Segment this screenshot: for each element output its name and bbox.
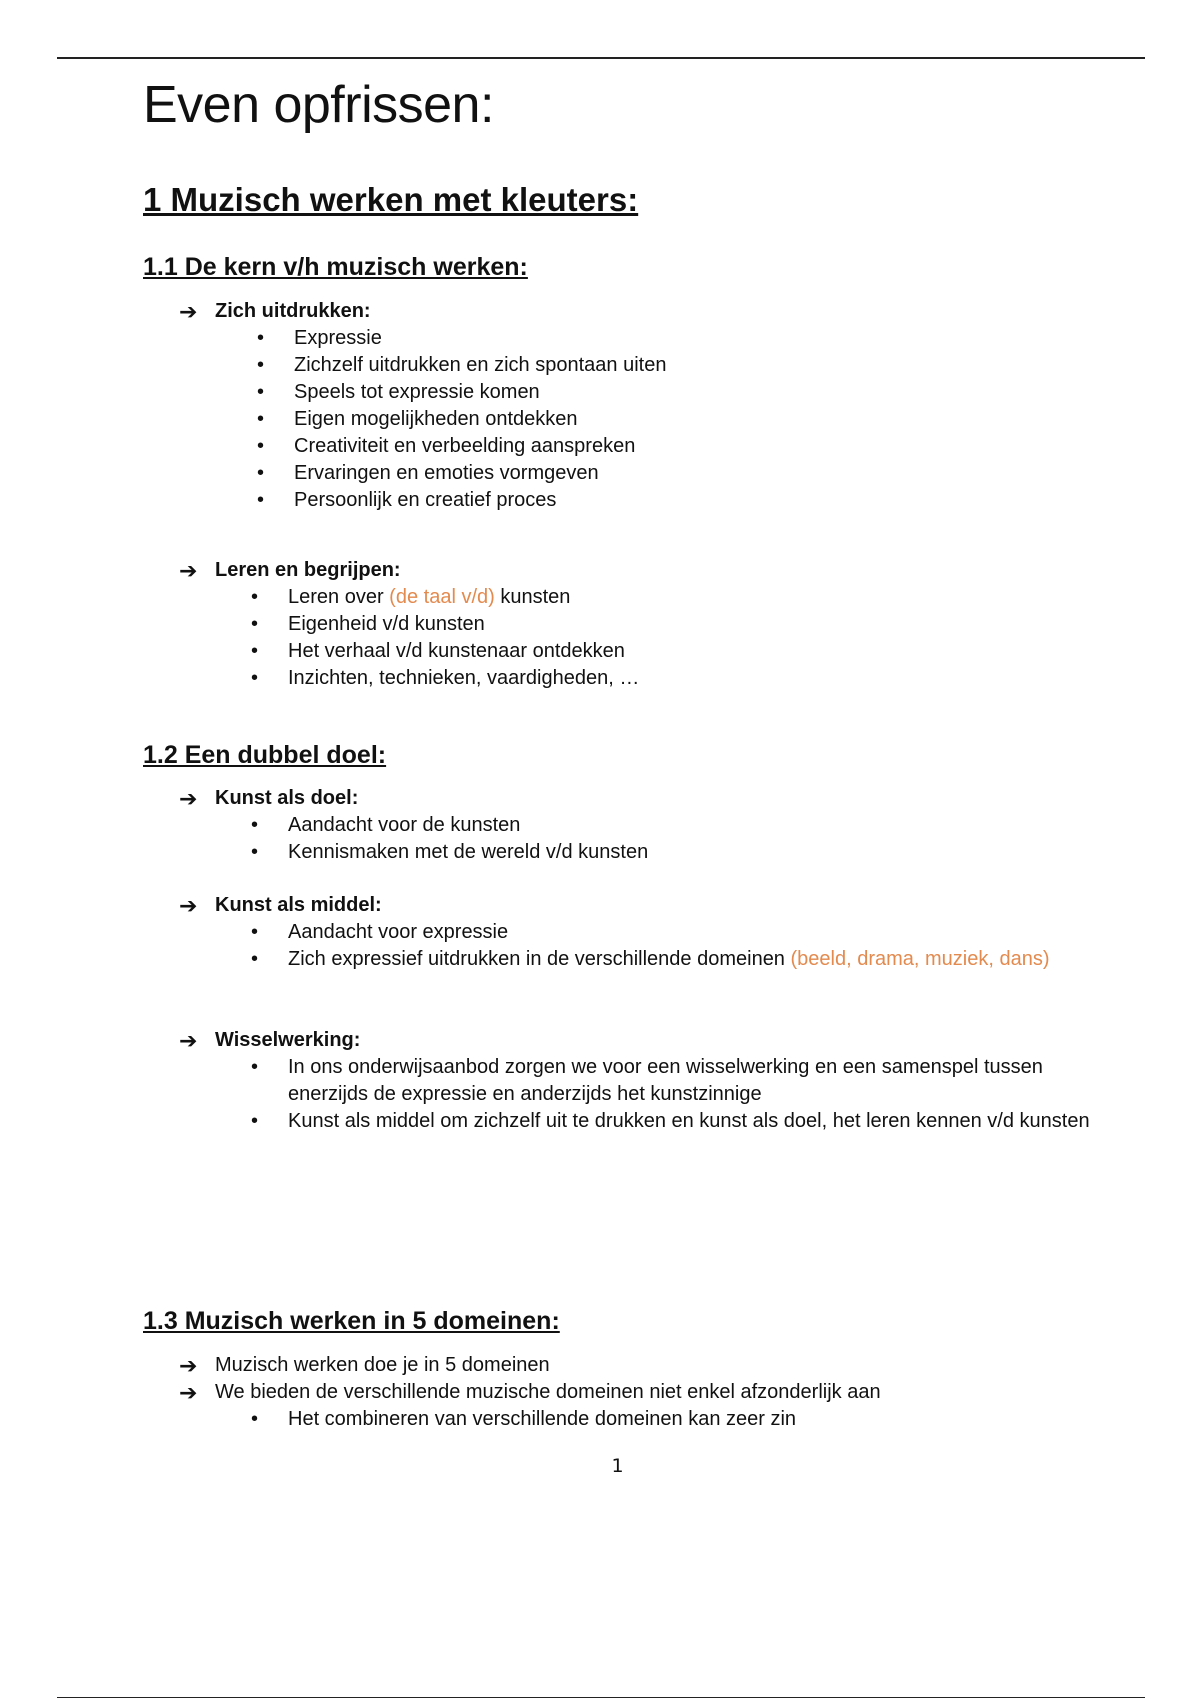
page-title: Even opfrissen:	[143, 76, 494, 134]
list-item: • Aandacht voor de kunsten	[179, 812, 1099, 839]
arrow-right-icon: ➔	[179, 1028, 198, 1053]
group-zich-uitdrukken	[179, 298, 1099, 514]
group-label: Leren en begrijpen:	[215, 559, 401, 581]
group-label: Kunst als middel:	[215, 894, 382, 916]
accent-text: (de taal v/d)	[389, 586, 495, 608]
bullet-list	[179, 325, 1099, 514]
list-item: • Aandacht voor expressie	[179, 919, 1099, 946]
group-label: Kunst als doel:	[215, 787, 359, 809]
bullet-list	[179, 584, 1099, 692]
group-leren-begrijpen	[179, 557, 1099, 692]
section-1-3-heading: 1.3 Muzisch werken in 5 domeinen:	[143, 1307, 560, 1335]
arrow-right-icon: ➔	[179, 1380, 198, 1405]
list-item: • Speels tot expressie komen	[179, 379, 1099, 406]
list-item: • Het verhaal v/d kunstenaar ontdekken	[179, 638, 1099, 665]
section-1-heading: 1 Muzisch werken met kleuters:	[143, 181, 639, 218]
arrow-right-icon: ➔	[179, 786, 198, 811]
arrow-right-icon: ➔	[179, 299, 198, 324]
list-item: • Expressie	[179, 325, 1099, 352]
group-wisselwerking	[179, 1027, 1099, 1135]
list-item: • Creativiteit en verbeelding aanspreken	[179, 433, 1099, 460]
accent-text: (beeld, drama, muziek, dans)	[790, 948, 1050, 970]
group-5-domeinen	[179, 1352, 1099, 1433]
group-label: Zich uitdrukken:	[215, 300, 371, 322]
document-page	[143, 70, 1103, 1430]
list-item: • Eigen mogelijkheden ontdekken	[179, 406, 1099, 433]
list-item: • Ervaringen en emoties vormgeven	[179, 460, 1099, 487]
bottom-rule	[57, 1697, 1145, 1698]
arrow-right-icon: ➔	[179, 1353, 198, 1378]
arrow-right-icon: ➔	[179, 558, 198, 583]
list-item: • Leren over (de taal v/d) kunsten	[179, 584, 1099, 611]
section-1-2-heading: 1.2 Een dubbel doel:	[143, 741, 387, 769]
list-item: • Eigenheid v/d kunsten	[179, 611, 1099, 638]
list-item: • Het combineren van verschillende domeinen kan zeer zin	[179, 1406, 1099, 1433]
bullet-list	[179, 1054, 1099, 1135]
bullet-list	[179, 919, 1099, 973]
arrow-item: Muzisch werken doe je in 5 domeinen	[215, 1354, 550, 1376]
page-number: 1	[611, 1455, 624, 1477]
list-item: • In ons onderwijsaanbod zorgen we voor een wisselwerking en een samenspel tussen enerzijds de expressie en anderzijds het kunstzinnige	[179, 1054, 1099, 1108]
arrow-right-icon: ➔	[179, 893, 198, 918]
group-kunst-als-middel	[179, 892, 1099, 973]
list-item: • Inzichten, technieken, vaardigheden, …	[179, 665, 1099, 692]
group-kunst-als-doel	[179, 785, 1099, 866]
bullet-list	[179, 1406, 1099, 1433]
list-item: • Kennismaken met de wereld v/d kunsten	[179, 839, 1099, 866]
bullet-list	[179, 812, 1099, 866]
top-rule	[57, 57, 1145, 59]
arrow-item: We bieden de verschillende muzische domeinen niet enkel afzonderlijk aan	[215, 1381, 881, 1403]
section-1-1-heading: 1.1 De kern v/h muzisch werken:	[143, 253, 528, 281]
group-label: Wisselwerking:	[215, 1029, 361, 1051]
list-item: • Zichzelf uitdrukken en zich spontaan uiten	[179, 352, 1099, 379]
list-item: • Kunst als middel om zichzelf uit te drukken en kunst als doel, het leren kennen v/d kunsten	[179, 1108, 1099, 1135]
list-item: • Persoonlijk en creatief proces	[179, 487, 1099, 514]
list-item: • Zich expressief uitdrukken in de verschillende domeinen (beeld, drama, muziek, dans)	[179, 946, 1099, 973]
